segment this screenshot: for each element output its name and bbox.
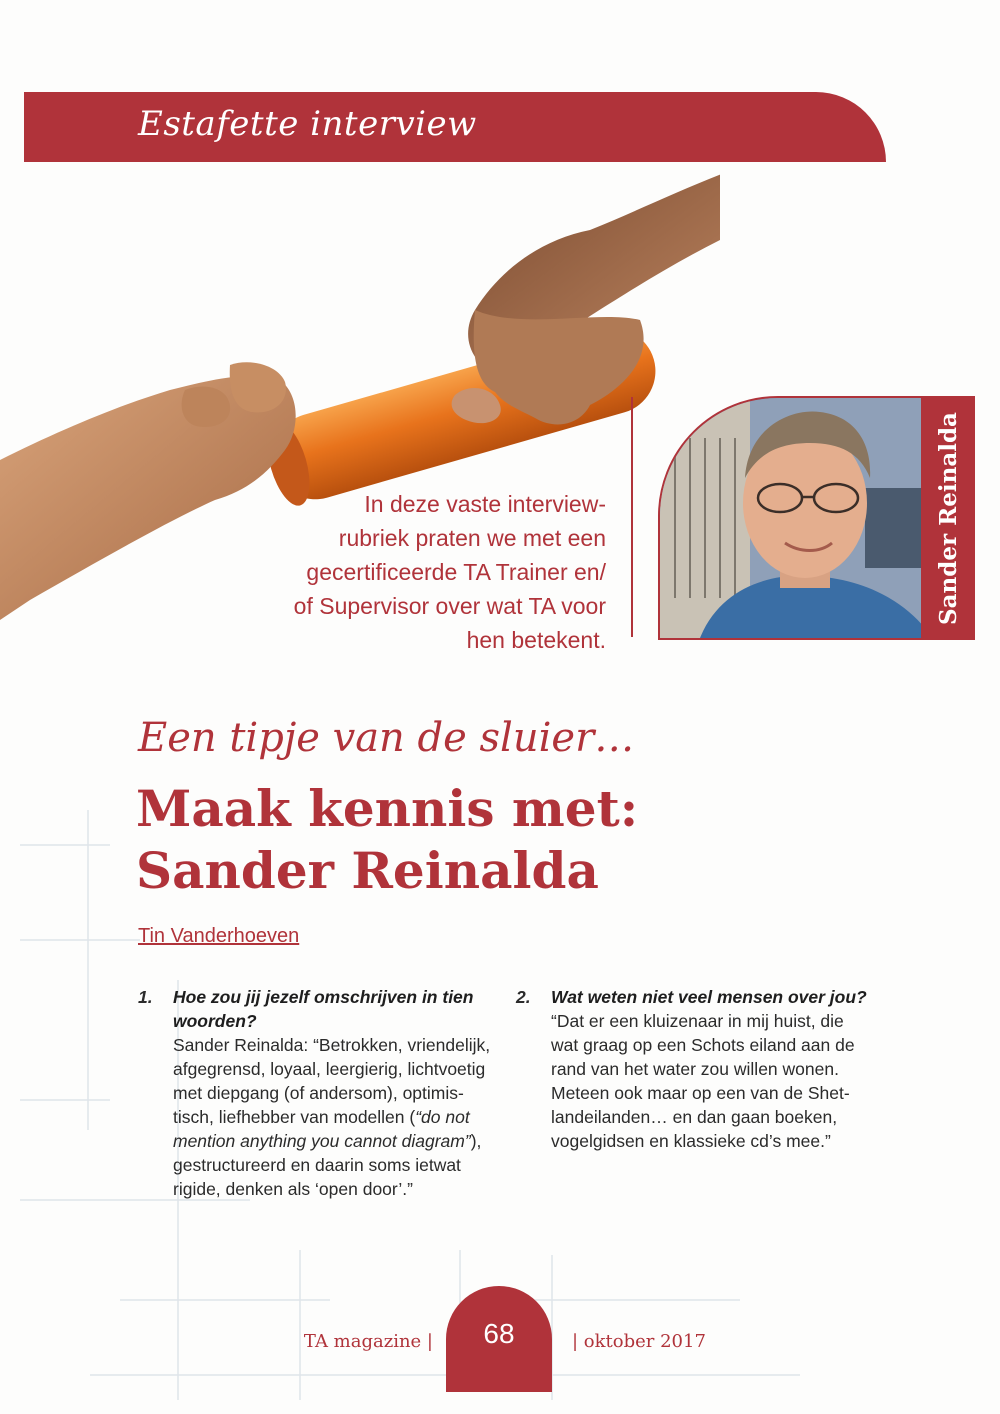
answer-line: wat graag op een Schots eiland aan de <box>551 1035 855 1055</box>
answer-line: landeilanden… en dan gaan boeken, <box>551 1107 838 1127</box>
question-text <box>173 985 503 1033</box>
intro-line: In deze vaste interview- <box>364 491 606 517</box>
answer-fragment: tisch, liefhebber van modellen ( <box>173 1107 416 1127</box>
portrait-name-tab <box>921 396 975 640</box>
question-text <box>551 985 896 1009</box>
question-line: Wat weten niet veel mensen over jou? <box>551 987 867 1007</box>
question-body <box>551 985 896 1153</box>
answer-quote: “do not <box>415 1107 470 1127</box>
answer-line: rigide, denken als ‘open door’.” <box>173 1179 413 1199</box>
answer-quote: mention anything you cannot diagram” <box>173 1131 471 1151</box>
question-block-2 <box>516 985 896 1165</box>
answer-line: Sander Reinalda: “Betrokken, vriendelijk, <box>173 1035 491 1055</box>
question-body <box>173 985 503 1201</box>
portrait-illustration <box>660 398 925 638</box>
portrait-name-label: Sander Reinalda <box>934 411 962 625</box>
headline-line: Maak kennis met: <box>136 779 639 838</box>
page-number: 68 <box>483 1318 515 1349</box>
answer-line: rand van het water zou willen wonen. <box>551 1059 839 1079</box>
article-kicker: Een tipje van de sluier… <box>138 715 635 761</box>
section-header-title: Estafette interview <box>138 104 477 144</box>
intro-line: rubriek praten we met een <box>338 525 606 551</box>
intro-line: gecertificeerde TA Trainer en/ <box>306 559 606 585</box>
intro-line: of Supervisor over wat TA voor <box>293 593 606 619</box>
article-author-link[interactable]: Tin Vanderhoeven <box>138 925 300 947</box>
intro-line: hen betekent. <box>466 627 606 653</box>
answer-line <box>173 1105 503 1129</box>
answer-text <box>173 1033 503 1201</box>
answer-line: “Dat er een kluizenaar in mij huist, die <box>551 1011 844 1031</box>
answer-line <box>173 1129 503 1153</box>
headline-line: Sander Reinalda <box>136 841 599 900</box>
question-line: Hoe zou jij jezelf omschrijven in tien <box>173 987 474 1007</box>
intro-divider <box>631 397 633 637</box>
answer-line: vogelgidsen en klassieke cd’s mee.” <box>551 1131 831 1151</box>
footer-magazine-name: TA magazine | <box>303 1331 433 1352</box>
answer-text <box>551 1009 896 1153</box>
question-number: 2. <box>516 987 531 1007</box>
question-block-1 <box>138 985 498 1215</box>
question-line: woorden? <box>173 1011 257 1031</box>
article-headline <box>136 778 736 902</box>
intro-text <box>270 487 606 657</box>
answer-line: afgegrensd, loyaal, leergierig, lichtvoetig <box>173 1059 486 1079</box>
footer-issue-date: | oktober 2017 <box>572 1331 706 1352</box>
question-number: 1. <box>138 987 153 1007</box>
answer-line: met diepgang (of andersom), optimis- <box>173 1083 464 1103</box>
answer-line: Meteen ook maar op een van de Shet- <box>551 1083 850 1103</box>
answer-line: gestructureerd en daarin soms ietwat <box>173 1155 461 1175</box>
portrait-photo <box>658 396 927 640</box>
answer-fragment: ), <box>470 1131 482 1151</box>
